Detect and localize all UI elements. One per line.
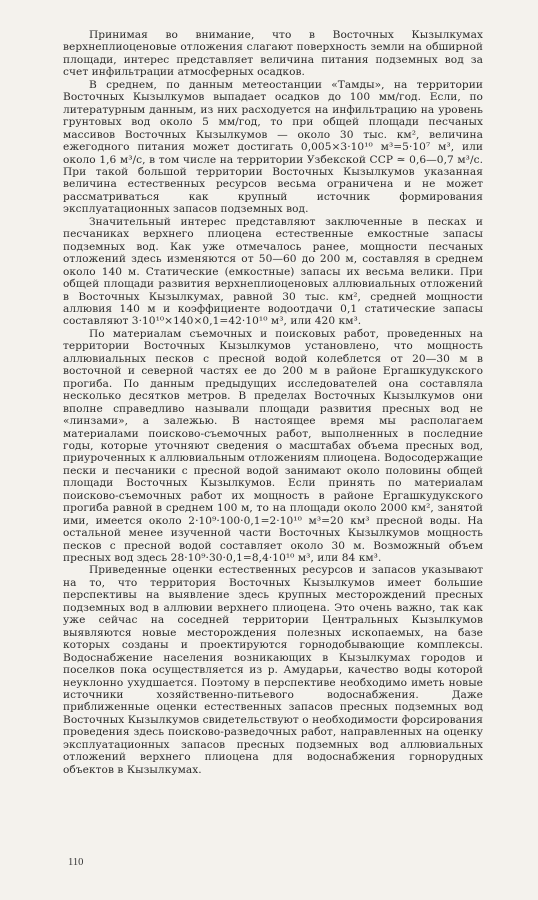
- paragraph-1: Принимая во внимание, что в Восточных Кызылкумах верхнеплиоценовые отложения слагают поверхность земли на обширной площади, интерес представляет величина питания подземных вод за счет инфильтрации атмосферных осадков.: [63, 29, 483, 79]
- paragraph-2: В среднем, по данным метеостанции «Тамды», на территории Восточных Кызылкумов выпадает осадков до 100 мм/год. Если, по литературным данным, из них расходуется на инфильтрацию на уровень грунтовых вод около 5 мм/год, то при общей площади песчаных массивов Восточных Кызылкумов — около 30 тыс. км², величина ежегодного питания может достигать 0,005×3·10¹⁰ м³=5·10⁷ м³, или около 1,6 м³/с, в том числе на территории Узбекской ССР ≃ 0,6—0,7 м³/с. При такой большой территории Восточных Кызылкумов указанная величина естественных ресурсов весьма ограничена и не может рассматриваться как крупный источник формирования эксплуатационных запасов подземных вод.: [63, 78, 483, 216]
- paragraph-4: По материалам съемочных и поисковых работ, проведенных на территории Восточных Кызылкумов установлено, что мощность аллювиальных песков с пресной водой колеблется от 20—30 м в восточной и северной частях ее до 200 м в районе Ергашкудукского прогиба. По данным предыдущих исследователей она составляла несколько десятков метров. В пределах Восточных Кызылкумов они вполне справедливо называли площади развития пресных вод не «линзами», а залежью. В настоящее время мы располагаем материалами поисково-съемочных работ, выполненных в последние годы, которые уточняют сведения о масштабах объема пресных вод, приуроченных к аллювиальным отложениям плиоцена. Водосодержащие пески и песчаники с пресной водой занимают около половины общей площади Восточных Кызылкумов. Если принять по материалам поисково-съемочных работ их мощность в районе Ергашкудукского прогиба равной в среднем 100 м, то на площади около 2000 км², занятой ими, имеется около 2·10⁹·100·0,1=2·10¹⁰ м³=20 км³ пресной воды. На остальной менее изученной части Восточных Кызылкумов мощность песков с пресной водой составляет около 30 м. Возможный объем пресных вод здесь 28·10⁹·30·0,1=8,4·10¹⁰ м³, или 84 км³.: [63, 327, 483, 565]
- paragraph-5: Приведенные оценки естественных ресурсов и запасов указывают на то, что территория Восточных Кызылкумов имеет большие перспективы на выявление здесь крупных месторождений пресных подземных вод в аллювии верхнего плиоцена. Это очень важно, так как уже сейчас на соседней территории Центральных Кызылкумов выявляются новые месторождения полезных ископаемых, на базе которых созданы и проектируются горнодобывающие комплексы. Водоснабжение населения возникающих в Кызылкумах городов и поселков пока осуществляется из р. Амударьи, качество воды которой неуклонно ухудшается. Поэтому в перспективе необходимо иметь новые источники хозяйственно-питьевого водоснабжения. Даже приближенные оценки естественных запасов пресных подземных вод Восточных Кызылкумов свидетельствуют о необходимости форсирования проведения здесь поисково-разведочных работ, направленных на оценку эксплуатационных запасов пресных подземных вод аллювиальных отложений верхнего плиоцена для водоснабжения горнорудных объектов в Кызылкумах.: [63, 564, 483, 776]
- page-number: 110: [68, 857, 84, 868]
- body-text: [63, 29, 483, 776]
- paragraph-3: Значительный интерес представляют заключенные в песках и песчаниках верхнего плиоцена естественные емкостные запасы подземных вод. Как уже отмечалось ранее, мощности песчаных отложений здесь изменяются от 50—60 до 200 м, составляя в среднем около 140 м. Статические (емкостные) запасы их весьма велики. При общей площади развития верхнеплиоценовых аллювиальных отложений в Восточных Кызылкумах, равной 30 тыс. км², средней мощности аллювия 140 м и коэффициенте водоотдачи 0,1 статические запасы составляют 3·10¹⁰×140×0,1=42·10¹⁰ м³, или 420 км³.: [63, 215, 483, 328]
